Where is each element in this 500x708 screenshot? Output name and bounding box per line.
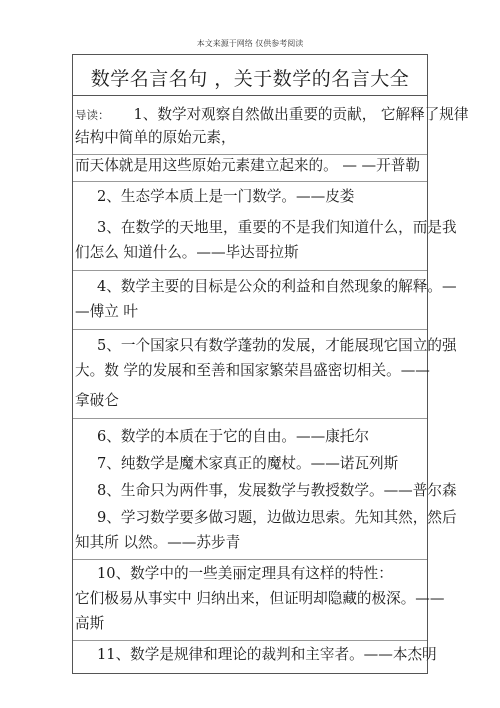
quote-line: 2、生态学本质上是一门数学。——皮娄 xyxy=(97,188,355,205)
document-frame xyxy=(72,54,469,674)
quote-line: 5、一个国家只有数学蓬勃的发展，才能展现它国立的强 xyxy=(97,337,457,354)
quote-line: 11、数学是规律和理论的裁判和主宰者。——本杰明 xyxy=(97,646,437,663)
quote-line: 3、在数学的天地里，重要的不是我们知道什么，而是我 xyxy=(97,219,457,236)
quote-line: 它们极易从事实中 归纳出来，但证明却隐藏的极深。—— xyxy=(75,590,445,607)
quote-line: 而天体就是用这些原始元素建立起来的。 — —开普勒 xyxy=(75,157,420,174)
quote-line: 7、纯数学是魔术家真正的魔杖。——诺瓦列斯 xyxy=(97,455,399,472)
page-title: 数学名言名句 ，关于数学的名言大全 xyxy=(90,68,410,90)
quote-line: 们怎么 知道什么。——毕达哥拉斯 xyxy=(75,244,299,261)
quote-line: 拿破仑 xyxy=(75,392,119,409)
quote-line: 8、生命只为两件事，发展数学与教授数学。——普尔森 xyxy=(97,482,457,499)
quote-line: 4、数学主要的目标是公众的利益和自然现象的解释。— xyxy=(97,278,457,295)
row-divider xyxy=(73,640,427,641)
title-row xyxy=(73,55,427,96)
quote-line: 知其所 以然。——苏步青 xyxy=(75,534,241,551)
row-divider xyxy=(73,181,427,182)
quote-line: 大。数 学的发展和至善和国家繁荣昌盛密切相关。—— xyxy=(75,362,430,379)
quote-line: —傅立 叶 xyxy=(75,303,139,320)
quote-line: 高斯 xyxy=(75,615,105,632)
row-divider xyxy=(73,418,427,419)
row-divider xyxy=(73,154,427,155)
quote-line: 6、数学的本质在于它的自由。——康托尔 xyxy=(97,428,369,445)
quote-line: 9、学习数学要多做习题，边做边思索。先知其然，然后 xyxy=(97,509,457,526)
row-divider xyxy=(73,329,427,330)
row-divider xyxy=(73,559,427,560)
quote-text: 1、数学对观察自然做出重要的贡献， 它解释了规律 xyxy=(133,106,469,123)
source-note: 本文来源于网络 仅供参考阅读 xyxy=(196,39,304,48)
row-divider xyxy=(73,270,427,271)
lead-label: 导读： xyxy=(75,108,110,122)
quote-line xyxy=(75,106,469,124)
quote-line: 结构中简单的原始元素， xyxy=(75,129,236,146)
quote-line: 10、数学中的一些美丽定理具有这样的特性： xyxy=(97,565,393,582)
